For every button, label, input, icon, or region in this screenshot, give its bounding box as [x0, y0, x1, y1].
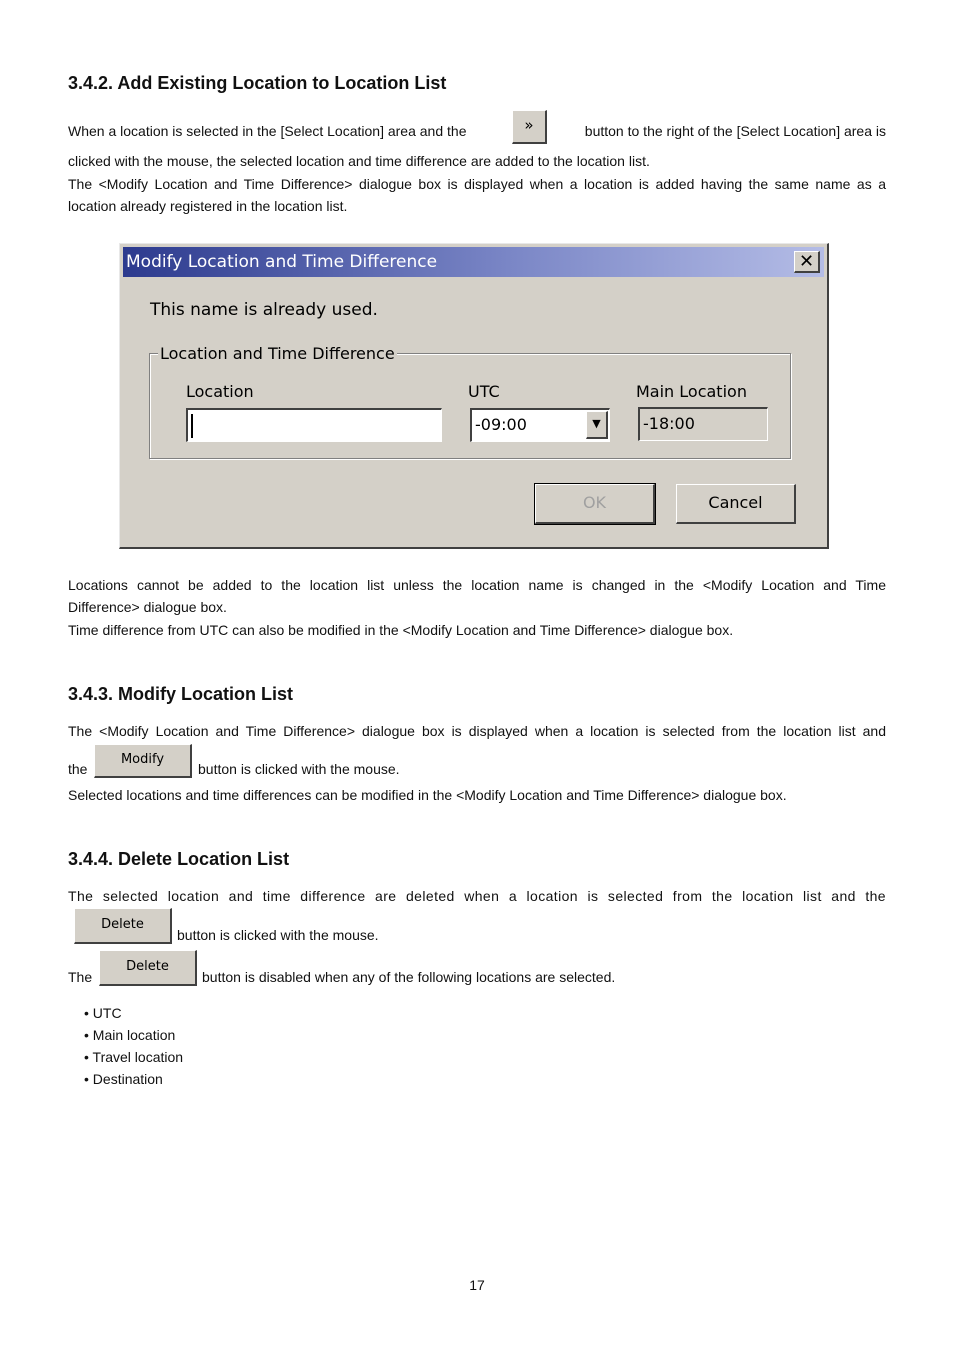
paragraph-modify-line2	[68, 744, 886, 780]
paragraph-modify-line1: The <Modify Location and Time Difference> dialogue box is displayed when a location is selected from the location list and	[68, 723, 886, 739]
list-item: • UTC	[84, 1005, 122, 1021]
section-heading-3-4-2: 3.4.2. Add Existing Location to Location List	[68, 73, 447, 93]
paragraph-cannot-add-line2: Difference> dialogue box.	[68, 599, 227, 615]
chevron-down-icon[interactable]: ▼	[586, 411, 608, 439]
text-caret	[191, 414, 193, 438]
paragraph-utc-modify: Time difference from UTC can also be modified in the <Modify Location and Time Difference> dialogue box.	[68, 622, 734, 638]
delete-button-image: Delete	[99, 950, 197, 986]
add-arrow-button-image: »	[512, 110, 547, 144]
section-heading-3-4-4: 3.4.4. Delete Location List	[68, 849, 290, 869]
main-location-label: Main Location	[636, 382, 747, 401]
modify-button-image: Modify	[94, 744, 192, 778]
dialog-title: Modify Location and Time Difference	[126, 252, 438, 272]
paragraph-dialog-displayed-line1: The <Modify Location and Time Difference> dialogue box is displayed when a location is added having the same name as a	[68, 176, 886, 192]
paragraph-text: button is disabled when any of the following locations are selected.	[202, 969, 616, 985]
list-item: • Main location	[84, 1027, 176, 1043]
page-number: 17	[469, 1277, 485, 1293]
paragraph-text: The	[68, 969, 93, 985]
list-item: • Destination	[84, 1071, 163, 1087]
paragraph-delete-line2	[68, 908, 886, 946]
dialog-title-bar	[123, 247, 824, 277]
paragraph-modify-selected: Selected locations and time differences can be modified in the <Modify Location and Time Difference> dialogue box.	[68, 787, 787, 803]
paragraph-text: button is clicked with the mouse.	[177, 927, 379, 943]
paragraph-cannot-add-line1: Locations cannot be added to the location list unless the location name is changed in the <Modify Location and Time	[68, 577, 886, 593]
utc-select[interactable]	[470, 408, 610, 442]
utc-label: UTC	[468, 382, 500, 401]
dialog-message: This name is already used.	[150, 300, 378, 320]
location-input[interactable]	[186, 408, 442, 442]
paragraph-dialog-displayed-line2: location already registered in the location list.	[68, 198, 348, 214]
disabled-locations-list	[84, 1002, 183, 1090]
section-heading-3-4-3: 3.4.3. Modify Location List	[68, 684, 294, 704]
paragraph-delete-line1: The selected location and time difference are deleted when a location is selected from the location list and the	[68, 888, 886, 904]
location-label: Location	[186, 382, 254, 401]
paragraph-text: button to the right of the [Select Location] area is	[584, 123, 886, 139]
paragraph-text: the	[68, 761, 88, 777]
close-icon[interactable]: ✕	[794, 251, 820, 273]
paragraph-delete-disabled	[68, 950, 886, 988]
delete-button-image: Delete	[74, 908, 172, 944]
paragraph-text: button is clicked with the mouse.	[198, 761, 400, 777]
paragraph-add-line2: clicked with the mouse, the selected location and time difference are added to the location list.	[68, 153, 650, 169]
paragraph-add-line1	[68, 108, 886, 142]
list-item: • Travel location	[84, 1049, 184, 1065]
group-label: Location and Time Difference	[160, 344, 395, 363]
modify-location-dialog	[119, 243, 829, 549]
cancel-button[interactable]: Cancel	[676, 484, 796, 524]
location-time-group	[149, 353, 791, 459]
utc-value: -09:00	[475, 415, 527, 434]
paragraph-text: When a location is selected in the [Select Location] area and the	[68, 123, 467, 139]
main-location-field: -18:00	[638, 407, 768, 441]
ok-button[interactable]: OK	[535, 484, 655, 524]
